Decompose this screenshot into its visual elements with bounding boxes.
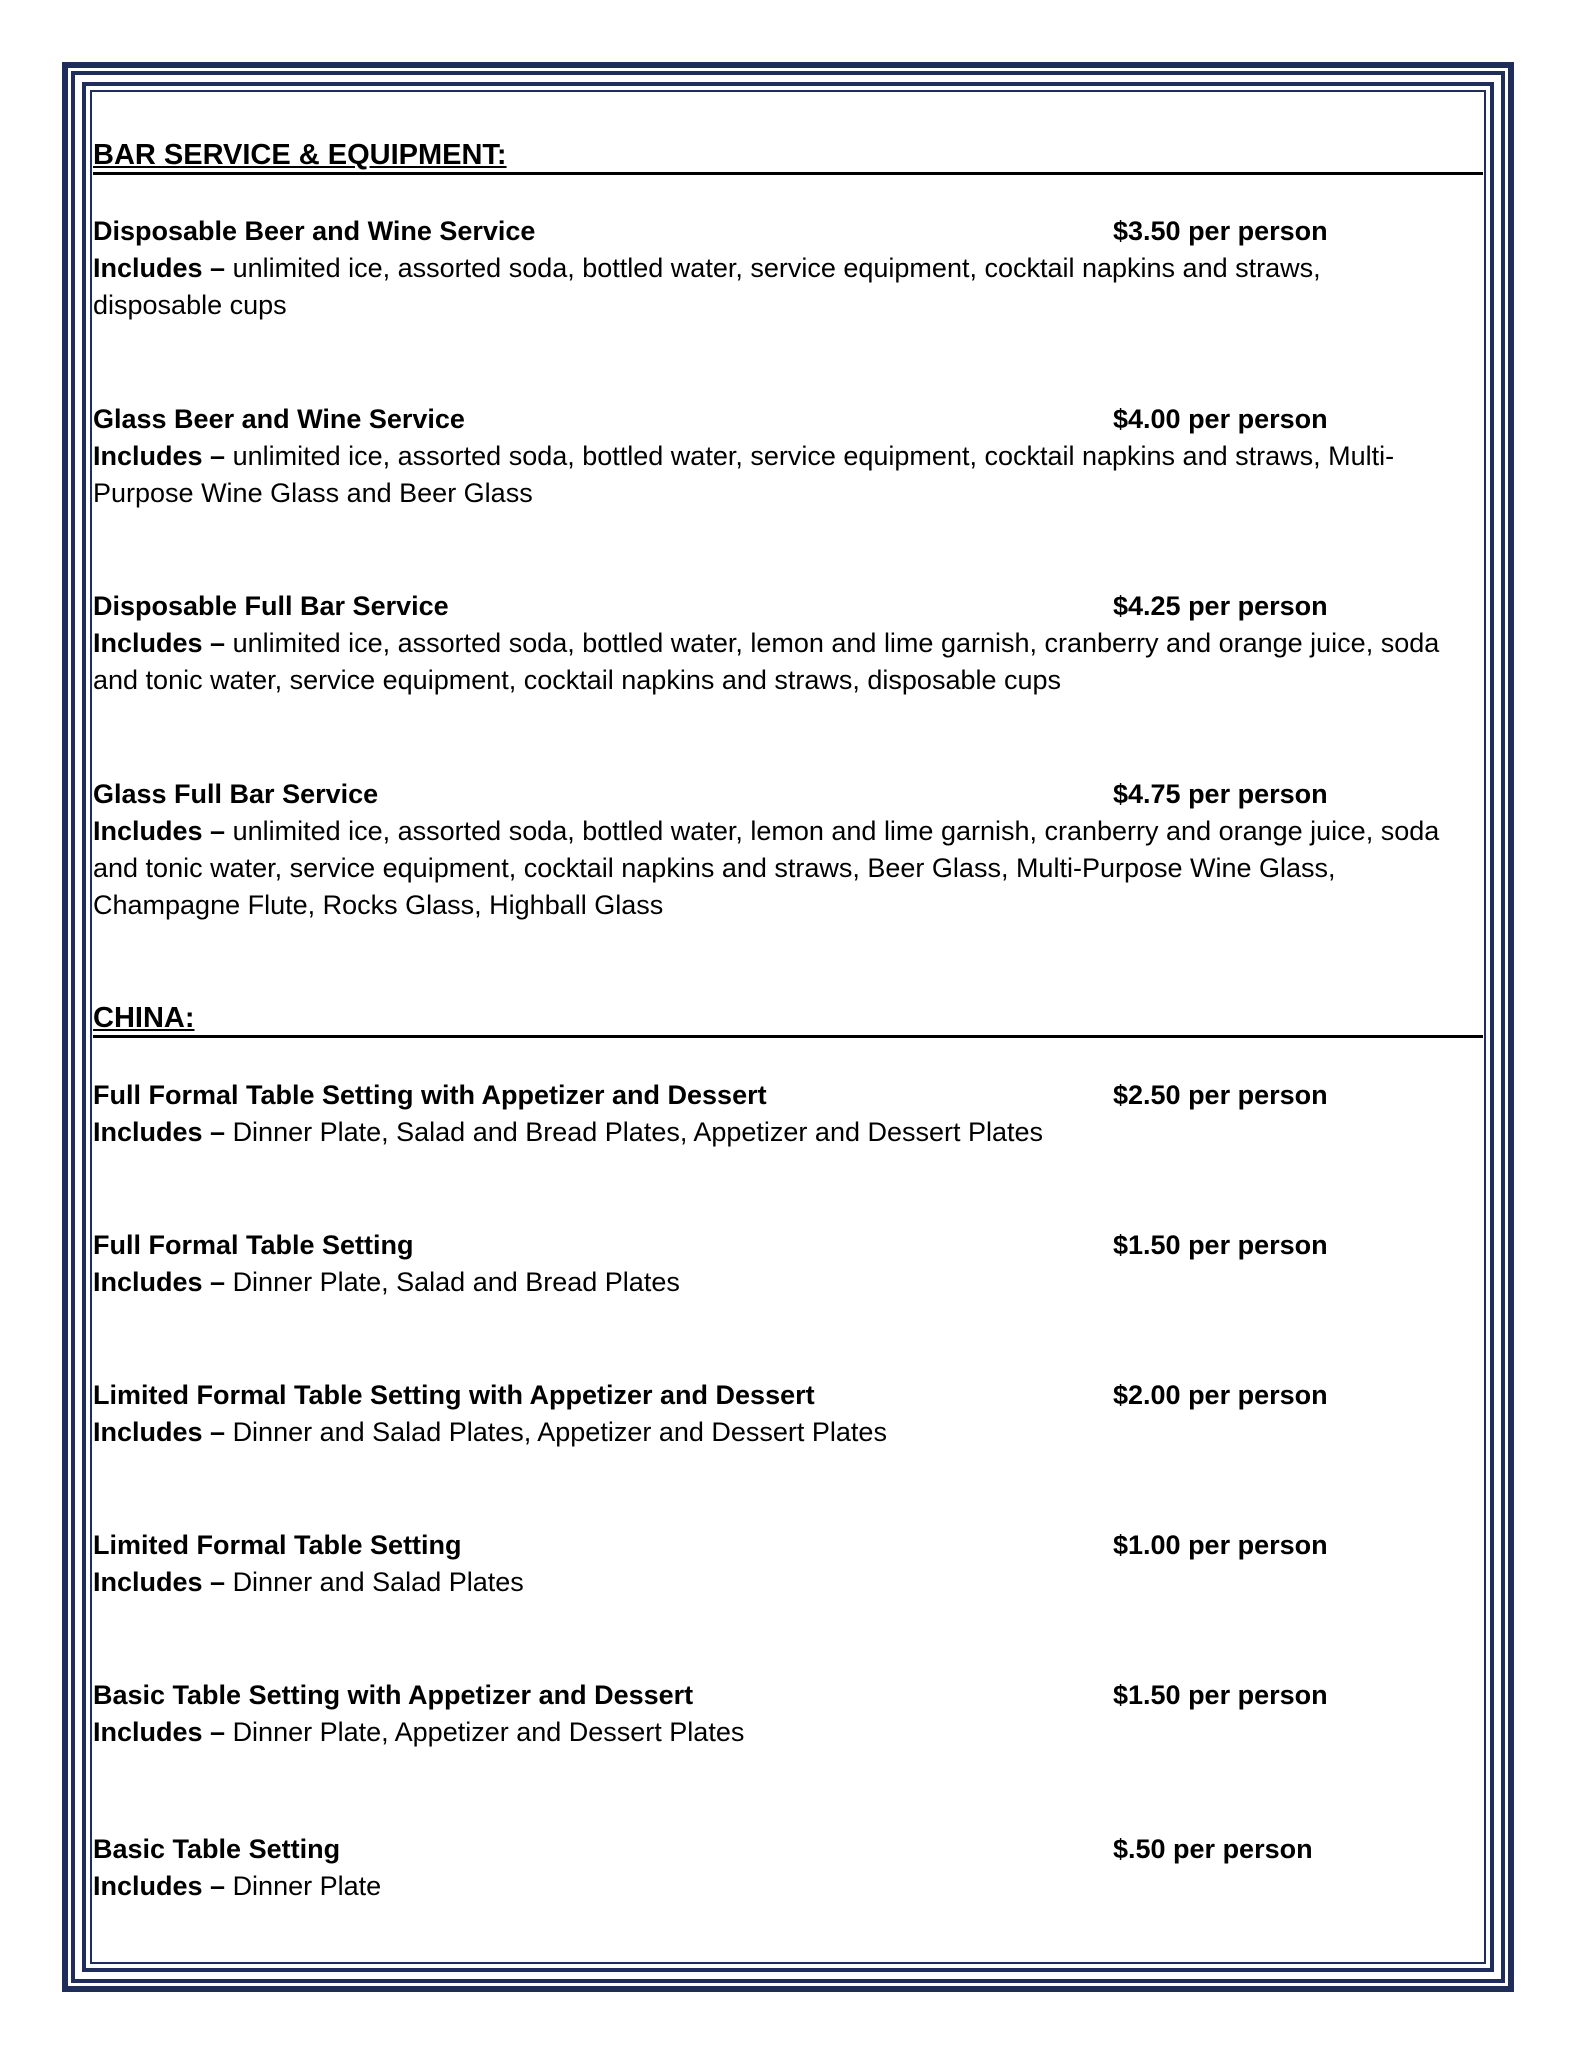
item-price: $1.50 per person <box>1113 1230 1328 1260</box>
includes-label: Includes – <box>93 1267 226 1297</box>
includes-label: Includes – <box>93 1717 226 1747</box>
item-description-text: unlimited ice, assorted soda, bottled water, lemon and lime garnish, cranberry and orange juice, soda and tonic water, service equipment, cocktail napkins and straws, disposable cups <box>93 628 1440 695</box>
menu-item <box>93 1227 1483 1301</box>
item-price: $3.50 per person <box>1113 216 1328 246</box>
item-price: $1.00 per person <box>1113 1530 1328 1560</box>
item-title: Limited Formal Table Setting <box>93 1530 462 1560</box>
item-title: Basic Table Setting with Appetizer and Dessert <box>93 1680 694 1710</box>
item-description <box>93 1264 1483 1301</box>
section-heading: CHINA: <box>93 1001 1483 1038</box>
item-title: Limited Formal Table Setting with Appetizer and Dessert <box>93 1380 815 1410</box>
includes-label: Includes – <box>93 816 226 846</box>
item-price: $2.50 per person <box>1113 1080 1328 1110</box>
menu-item <box>93 1077 1483 1151</box>
menu-item <box>93 213 1483 324</box>
item-description <box>93 1414 1483 1451</box>
item-description <box>93 1564 1483 1601</box>
menu-item <box>93 1677 1483 1751</box>
item-title: Basic Table Setting <box>93 1834 341 1864</box>
includes-label: Includes – <box>93 628 226 658</box>
includes-label: Includes – <box>93 1567 226 1597</box>
item-price: $4.75 per person <box>1113 779 1328 809</box>
menu-item <box>93 1831 1483 1905</box>
item-description-text: Dinner Plate <box>232 1871 382 1901</box>
item-price: $4.25 per person <box>1113 591 1328 621</box>
item-description-text: unlimited ice, assorted soda, bottled water, lemon and lime garnish, cranberry and orange juice, soda and tonic water, service equipment, cocktail napkins and straws, Beer Glass, Multi-Purpose Wine Glass, Champagne Flute, Rocks Glass, Highball Glass <box>93 816 1440 920</box>
item-title: Full Formal Table Setting <box>93 1230 414 1260</box>
item-description-text: Dinner and Salad Plates <box>232 1567 524 1597</box>
item-price: $2.00 per person <box>1113 1380 1328 1410</box>
item-description <box>93 1114 1483 1151</box>
item-title: Glass Full Bar Service <box>93 779 379 809</box>
item-title: Disposable Beer and Wine Service <box>93 216 536 246</box>
section-heading: BAR SERVICE & EQUIPMENT: <box>93 138 1483 175</box>
item-title: Full Formal Table Setting with Appetizer and Dessert <box>93 1080 767 1110</box>
menu-item <box>93 1377 1483 1451</box>
includes-label: Includes – <box>93 441 226 471</box>
menu-item <box>93 401 1483 512</box>
includes-label: Includes – <box>93 1871 226 1901</box>
item-title: Disposable Full Bar Service <box>93 591 449 621</box>
item-title: Glass Beer and Wine Service <box>93 404 465 434</box>
menu-item <box>93 776 1483 924</box>
item-description <box>93 250 1453 324</box>
item-description-text: Dinner Plate, Appetizer and Dessert Plates <box>232 1717 745 1747</box>
item-description-text: Dinner and Salad Plates, Appetizer and Dessert Plates <box>232 1417 887 1447</box>
item-description-text: unlimited ice, assorted soda, bottled water, service equipment, cocktail napkins and straws, disposable cups <box>93 253 1321 320</box>
includes-label: Includes – <box>93 1117 226 1147</box>
item-description-text: Dinner Plate, Salad and Bread Plates <box>232 1267 680 1297</box>
item-description <box>93 813 1483 924</box>
item-description-text: Dinner Plate, Salad and Bread Plates, Appetizer and Dessert Plates <box>232 1117 1044 1147</box>
item-description <box>93 1714 1483 1751</box>
item-price: $.50 per person <box>1113 1834 1313 1864</box>
menu-item <box>93 1527 1483 1601</box>
item-description-text: unlimited ice, assorted soda, bottled water, service equipment, cocktail napkins and straws, Multi-Purpose Wine Glass and Beer Glass <box>93 441 1395 508</box>
item-description <box>93 625 1453 699</box>
includes-label: Includes – <box>93 1417 226 1447</box>
menu-item <box>93 588 1483 699</box>
item-description <box>93 1868 1483 1905</box>
includes-label: Includes – <box>93 253 226 283</box>
item-description <box>93 438 1473 512</box>
item-price: $4.00 per person <box>1113 404 1328 434</box>
item-price: $1.50 per person <box>1113 1680 1328 1710</box>
